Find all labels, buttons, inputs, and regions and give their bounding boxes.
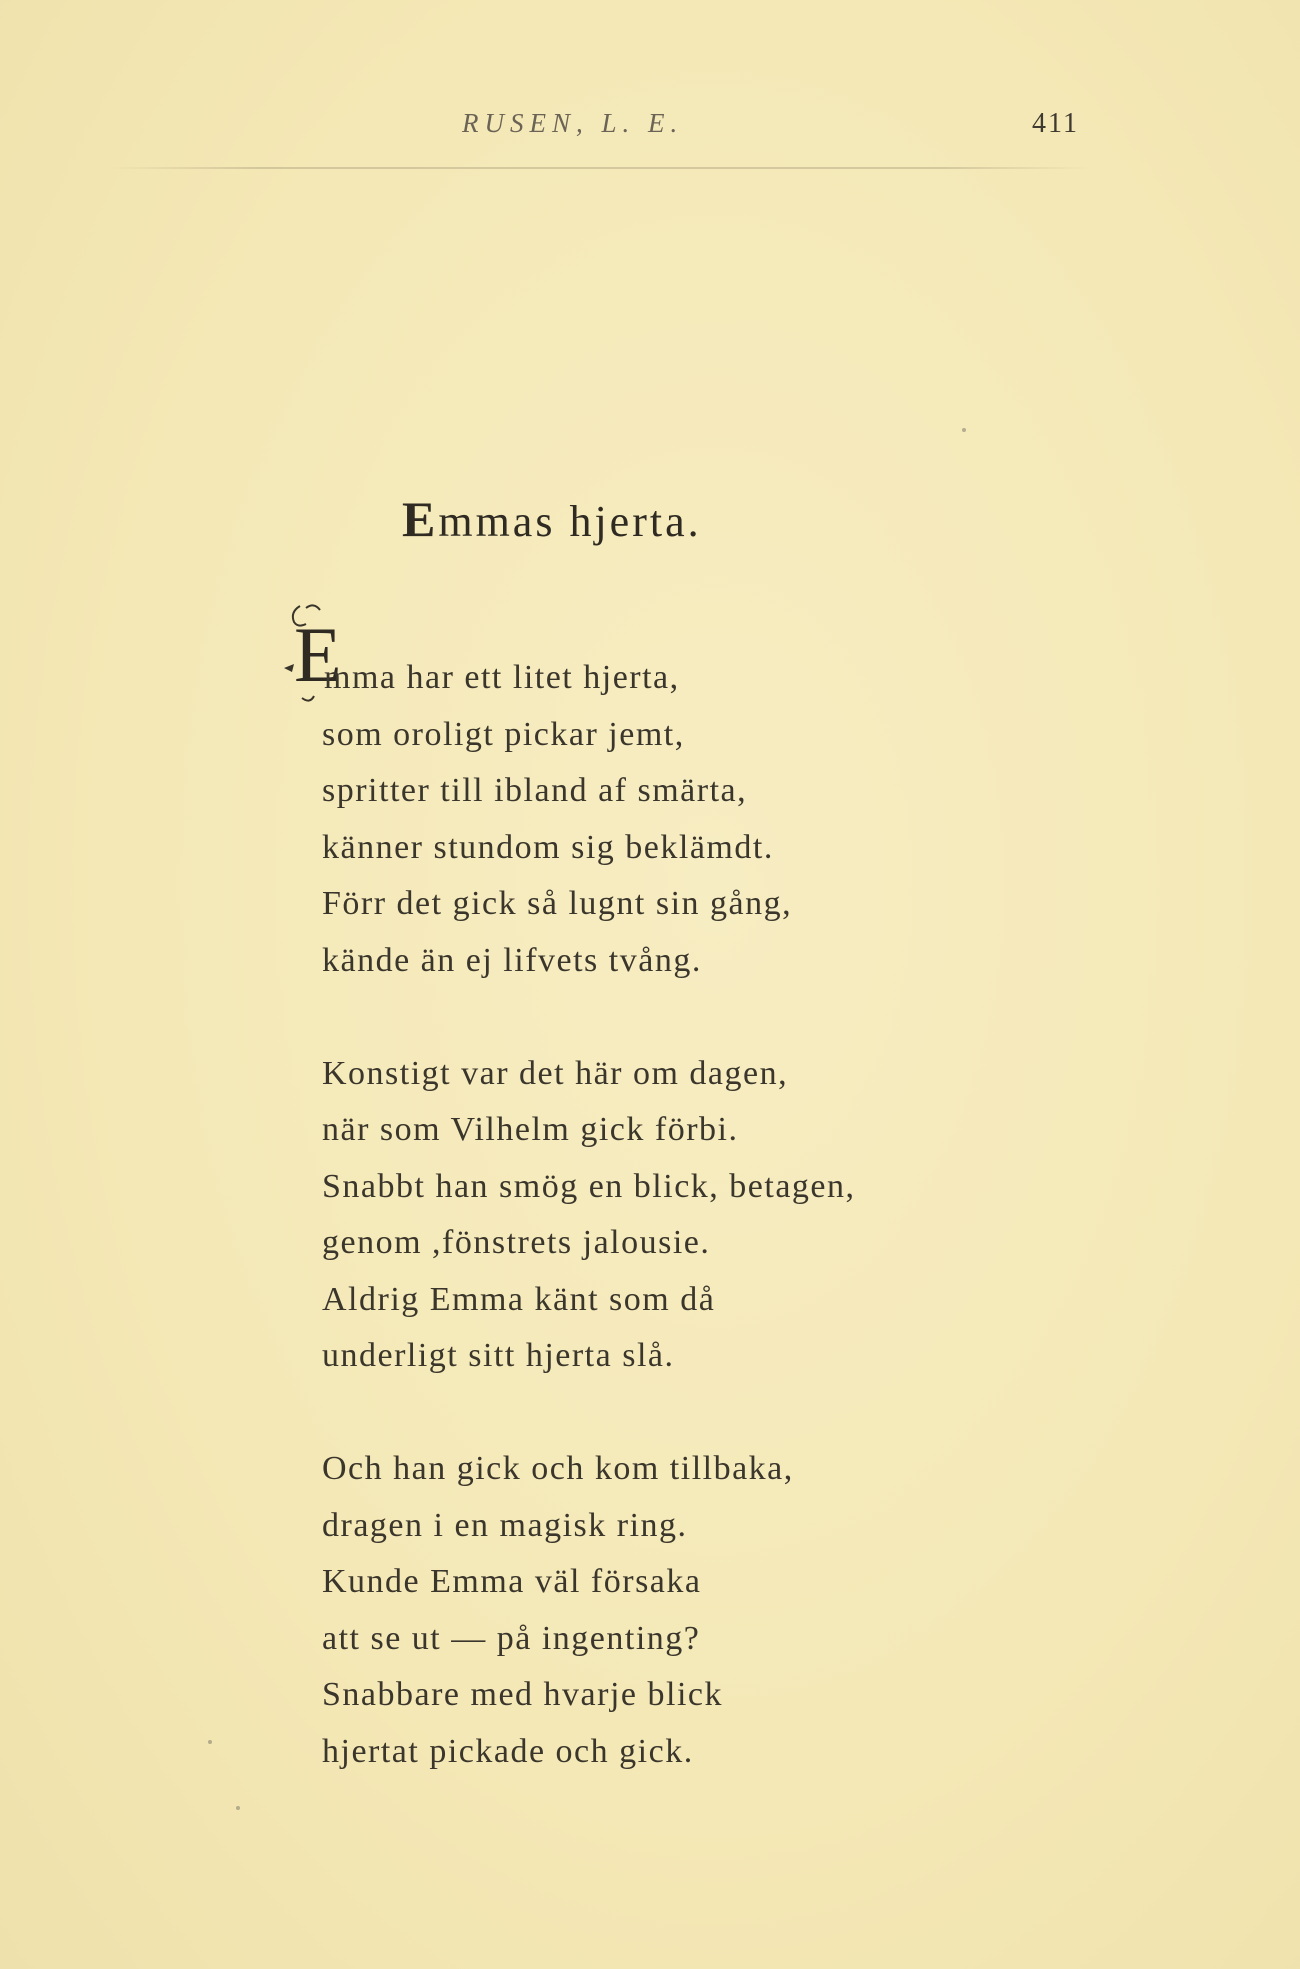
poem-line: spritter till ibland af smärta, bbox=[322, 772, 748, 809]
poem-line: Förr det gick så lugnt sin gång, bbox=[322, 885, 793, 922]
stanza-gap bbox=[322, 1385, 856, 1442]
poem-line: att se ut — på ingenting? bbox=[322, 1619, 701, 1657]
poem-line: Snabbt han smög en blick, betagen, bbox=[322, 1167, 856, 1205]
poem-line: känner stundom sig beklämdt. bbox=[322, 828, 774, 866]
poem-line: Kunde Emma väl försaka bbox=[322, 1563, 702, 1600]
poem-line: kände än ej lifvets tvång. bbox=[322, 941, 702, 979]
poem-line: dragen i en magisk ring. bbox=[322, 1506, 688, 1544]
page-number: 411 bbox=[1032, 108, 1079, 139]
poem-line: Konstigt var det här om dagen, bbox=[322, 1054, 789, 1092]
first-line-rest: mma har ett litet hjerta, bbox=[324, 659, 680, 696]
poem-line bbox=[322, 650, 856, 707]
poem-line: underligt sitt hjerta slå. bbox=[322, 1337, 675, 1374]
poem-line: genom ,fönstrets jalousie. bbox=[322, 1224, 711, 1261]
poem-line: som oroligt pickar jemt, bbox=[322, 715, 685, 753]
paper-speck bbox=[236, 1806, 240, 1810]
paper-speck bbox=[208, 1740, 212, 1744]
drop-cap-letter: E bbox=[294, 611, 342, 698]
title-rest: mmas hjerta. bbox=[438, 497, 702, 546]
poem-line: Och han gick och kom tillbaka, bbox=[322, 1450, 794, 1487]
stanza-gap bbox=[322, 989, 856, 1046]
poem-title bbox=[402, 490, 702, 548]
running-head: RUSEN, L. E. bbox=[462, 108, 684, 138]
poem-line: Aldrig Emma känt som då bbox=[322, 1280, 716, 1318]
paper-speck bbox=[962, 428, 966, 432]
poem-line: Snabbare med hvarje blick bbox=[322, 1676, 723, 1713]
title-initial: E bbox=[402, 491, 439, 547]
poem-body bbox=[322, 650, 856, 1780]
poem-line: hjertat pickade och gick. bbox=[322, 1732, 694, 1770]
poem-line: när som Vilhelm gick förbi. bbox=[322, 1111, 739, 1148]
header-rule bbox=[110, 167, 1090, 169]
